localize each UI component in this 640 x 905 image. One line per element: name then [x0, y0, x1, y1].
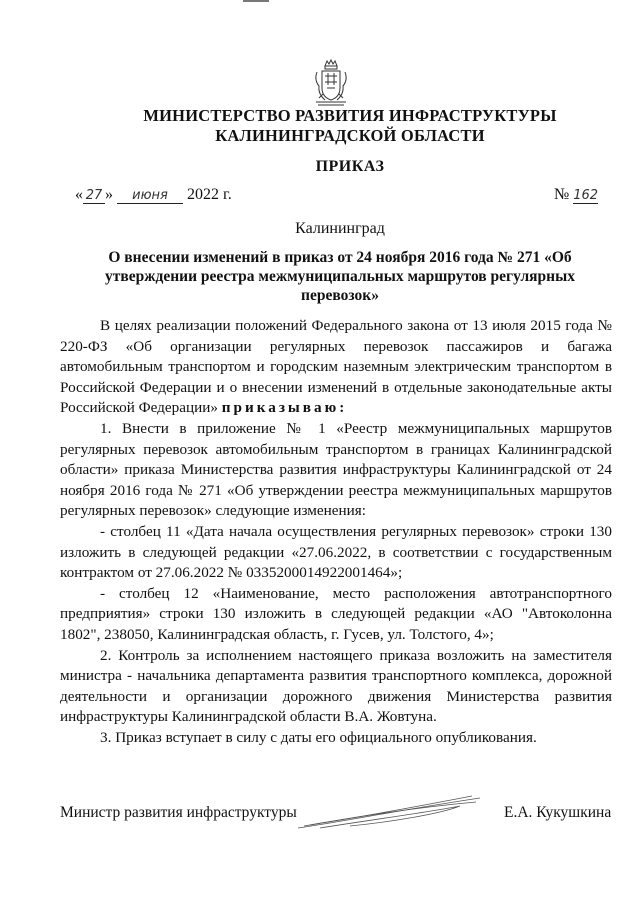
order-date — [75, 186, 232, 204]
city: Калининград — [295, 220, 385, 237]
date-close-quote: » — [105, 186, 113, 203]
number-value: 162 — [573, 188, 599, 203]
handwritten-signature — [290, 792, 490, 832]
ministry-line-1: МИНИСТЕРСТВО РАЗВИТИЯ ИНФРАСТРУКТУРЫ — [143, 106, 557, 125]
item-3: 3. Приказ вступает в силу с даты его официального опубликования. — [100, 728, 537, 746]
order-body — [60, 316, 612, 748]
decree-word: приказываю: — [221, 399, 348, 417]
date-year: 2022 г. — [187, 186, 232, 203]
signatory-name: Е.А. Кукушкина — [504, 804, 612, 821]
number-sign: № — [554, 186, 570, 203]
order-title: ПРИКАЗ — [315, 158, 385, 175]
date-open-quote: « — [75, 186, 83, 203]
signatory-position: Министр развития инфраструктуры — [60, 804, 297, 821]
item-1-column-11: - столбец 11 «Дата начала осуществления регулярных перевозок» строки 130 изложить в следующей редакции «27.06.2022, в соответствии с государственным контрактом от 27.06.2022 № 0335200014922001464»; — [60, 522, 612, 582]
preamble-text: В целях реализации положений Федерального закона от 13 июля 2015 года № 220-ФЗ «Об организации регулярных перевозок пассажиров и багажа автомобильным транспортом и городским наземным электрическим транспортом в Российской Федерации и о внесении изменений в отдельные законодательные акты Российской Федерации» — [60, 317, 612, 417]
item-1-column-12: - столбец 12 «Наименование, место расположения автотранспортного предприятия» строки 130 изложить в следующей редакции «АО "Автоколонна 1802", 238050, Калининградская область, г. Гусев, ул. Толстого, 4»; — [60, 584, 612, 643]
date-day: 27 — [83, 188, 105, 204]
item-2: 2. Контроль за исполнением настоящего приказа возложить на заместителя министра - начальника департамента развития транспортного комплекса, дорожной деятельности и организации дорожного движения Министерства развития инфраструктуры Калининградской области В.А. Жовтуна. — [60, 646, 612, 726]
date-month: июня — [117, 188, 183, 204]
page-edge-mark — [243, 0, 269, 2]
order-number — [554, 186, 598, 204]
preamble-paragraph — [60, 316, 612, 419]
order-subject: О внесении изменений в приказ от 24 ноября 2016 года № 271 «Об утверждении реестра межмуниципальных маршрутов регулярных перевозок» — [105, 249, 575, 304]
coat-of-arms-icon — [313, 58, 349, 108]
ministry-line-2: КАЛИНИНГРАДСКОЙ ОБЛАСТИ — [215, 126, 485, 145]
item-1: 1. Внести в приложение № 1 «Реестр межмуниципальных маршрутов регулярных перевозок автомобильным транспортом в границах Калининградской области» приказа Министерства развития инфраструктуры Калининградской от 24 ноября 2016 года № 271 «Об утверждении реестра межмуниципальных маршрутов регулярных перевозок» следующие изменения: — [60, 419, 612, 520]
ministry-header — [60, 106, 640, 146]
